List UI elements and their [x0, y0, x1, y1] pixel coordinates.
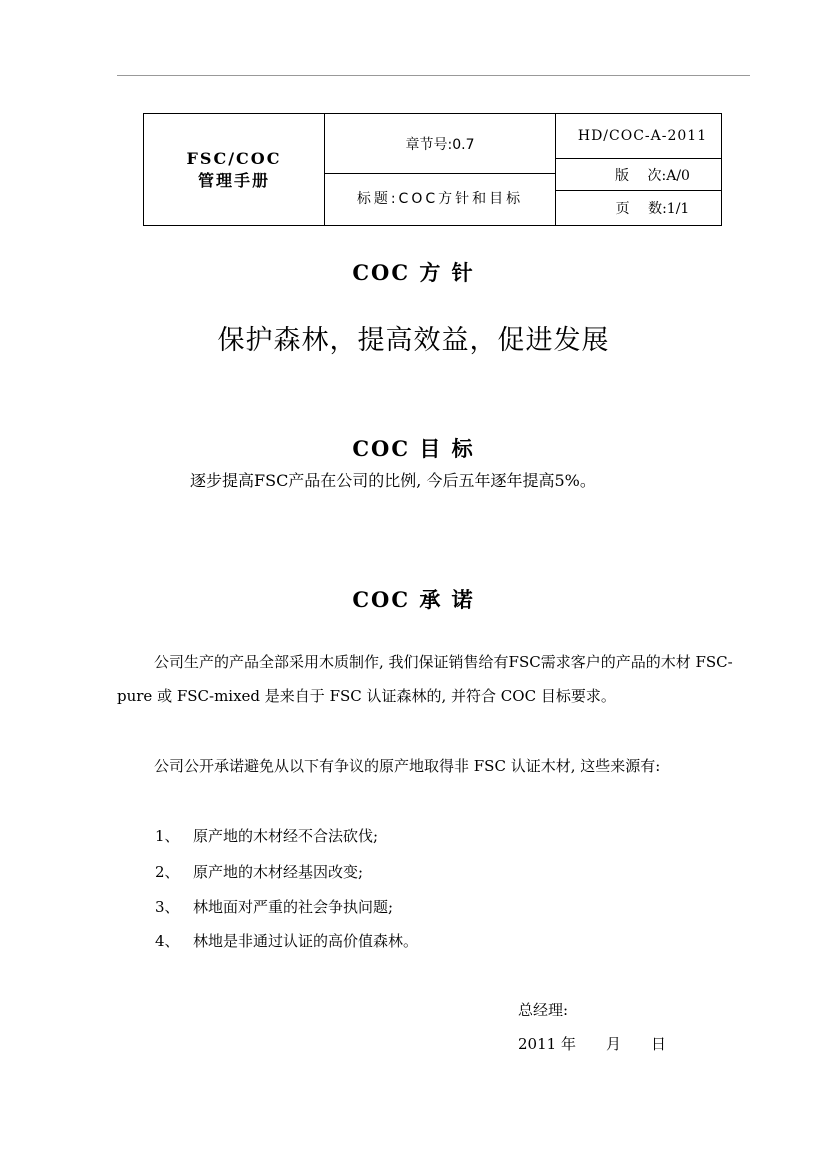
list-text: 原产地的木材经基因改变;	[193, 863, 364, 881]
version: 版 次:A/0	[556, 159, 721, 191]
org-line-1: FSC/COC	[186, 148, 282, 168]
header-rule	[117, 75, 750, 76]
commitment-paragraph-1: 公司生产的产品全部采用木质制作, 我们保证销售给有FSC需求客户的产品的木材 FSC-pure 或 FSC-mixed 是来自于 FSC 认证森林的, 并符合 COC 目标要求。	[117, 653, 733, 705]
section-title: 标题:COC方针和目标	[325, 174, 556, 225]
goal-heading: COC 目 标	[352, 436, 475, 461]
list-text: 林地是非通过认证的高价值森林。	[193, 932, 419, 950]
manager-signature-label: 总经理:	[518, 1001, 569, 1019]
document-header-table	[143, 113, 722, 226]
list-item	[155, 861, 363, 882]
document-code: HD/COC-A-2011	[556, 114, 721, 159]
chapter-number: 章节号:0.7	[325, 114, 556, 174]
commitment-paragraph-2: 公司公开承诺避免从以下有争议的原产地取得非 FSC 认证木材, 这些来源有:	[154, 757, 661, 775]
signature-date: 2011 年 月 日	[518, 1035, 666, 1053]
policy-heading: COC 方 针	[352, 260, 475, 285]
list-number: 3、	[155, 898, 180, 916]
org-cell	[144, 114, 325, 225]
org-line-2: 管理手册	[197, 170, 270, 190]
list-text: 林地面对严重的社会争执问题;	[193, 898, 394, 916]
commitment-heading: COC 承 诺	[352, 587, 475, 612]
list-number: 4、	[155, 932, 180, 950]
page-count: 页 数:1/1	[615, 201, 690, 217]
goal-text: 逐步提高FSC产品在公司的比例, 今后五年逐年提高5%。	[190, 471, 596, 490]
list-number: 1、	[155, 827, 180, 845]
policy-slogan: 保护森林，提高效益，促进发展	[217, 325, 610, 356]
list-number: 2、	[155, 863, 180, 881]
list-item	[155, 825, 378, 846]
list-item	[155, 930, 418, 951]
list-item	[155, 896, 393, 917]
list-text: 原产地的木材经不合法砍伐;	[193, 827, 379, 845]
